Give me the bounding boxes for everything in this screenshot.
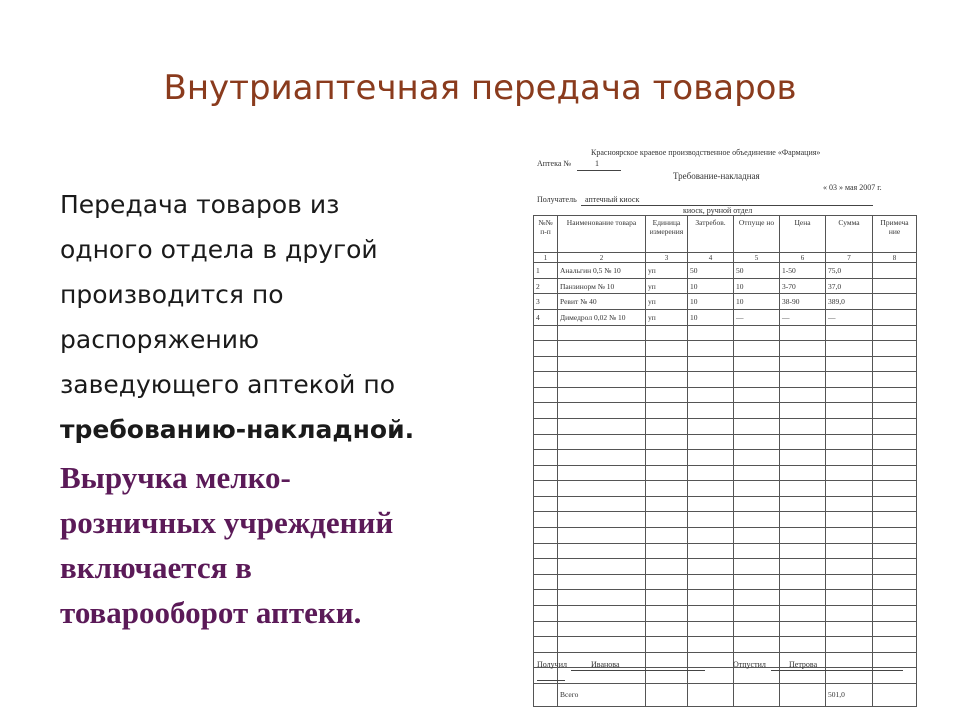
revenue-line: включается в bbox=[60, 550, 252, 585]
doc-recipient-label: Получатель bbox=[537, 195, 577, 204]
table-cell bbox=[646, 325, 688, 341]
table-cell bbox=[826, 465, 873, 481]
table-row bbox=[534, 309, 917, 325]
table-cell bbox=[534, 590, 558, 606]
table-row-empty bbox=[534, 387, 917, 403]
table-cell bbox=[534, 683, 558, 706]
body-line: Передача товаров из bbox=[60, 190, 340, 219]
table-cell bbox=[873, 356, 917, 372]
table-cell bbox=[780, 356, 826, 372]
table-cell bbox=[688, 372, 734, 388]
table-cell bbox=[780, 341, 826, 357]
table-cell bbox=[646, 403, 688, 419]
table-cell bbox=[558, 590, 646, 606]
table-cell bbox=[734, 621, 780, 637]
table-cell bbox=[734, 341, 780, 357]
table-cell bbox=[534, 450, 558, 466]
table-cell bbox=[873, 574, 917, 590]
table-cell: Единица измерения bbox=[646, 216, 688, 253]
table-row-empty bbox=[534, 590, 917, 606]
table-cell bbox=[734, 543, 780, 559]
table-cell bbox=[780, 481, 826, 497]
table-cell bbox=[826, 450, 873, 466]
table-number-row bbox=[534, 253, 917, 263]
table-cell bbox=[734, 637, 780, 653]
table-cell: Затребов. bbox=[688, 216, 734, 253]
table-cell bbox=[534, 481, 558, 497]
table-row-empty bbox=[534, 450, 917, 466]
table-cell bbox=[873, 263, 917, 279]
table-cell bbox=[826, 512, 873, 528]
table-cell bbox=[873, 294, 917, 310]
table-cell bbox=[873, 387, 917, 403]
doc-pharmacy-label: Аптека № bbox=[537, 159, 572, 168]
table-cell bbox=[646, 637, 688, 653]
table-cell bbox=[873, 341, 917, 357]
table-cell bbox=[826, 372, 873, 388]
table-cell bbox=[646, 574, 688, 590]
table-cell bbox=[646, 605, 688, 621]
table-cell bbox=[826, 341, 873, 357]
doc-org: Красноярское краевое производственное объединение «Фармация» bbox=[591, 148, 821, 157]
table-cell bbox=[826, 621, 873, 637]
table-cell bbox=[780, 683, 826, 706]
table-cell bbox=[688, 559, 734, 575]
table-cell: Примеча ние bbox=[873, 216, 917, 253]
table-row-empty bbox=[534, 325, 917, 341]
table-cell bbox=[873, 496, 917, 512]
doc-issued-name: Петрова bbox=[789, 660, 818, 669]
table-cell: 8 bbox=[873, 253, 917, 263]
table-cell bbox=[558, 356, 646, 372]
table-cell bbox=[688, 652, 734, 668]
doc-received-label: Получил bbox=[537, 660, 567, 669]
doc-issued-label: Отпустил bbox=[733, 660, 766, 669]
table-cell bbox=[688, 512, 734, 528]
table-cell bbox=[688, 481, 734, 497]
table-cell bbox=[873, 278, 917, 294]
table-cell bbox=[873, 309, 917, 325]
table-cell: 10 bbox=[734, 278, 780, 294]
table-cell bbox=[873, 621, 917, 637]
body-line: заведующего аптекой по bbox=[60, 370, 395, 399]
table-cell bbox=[688, 605, 734, 621]
table-cell bbox=[688, 637, 734, 653]
table-cell: — bbox=[780, 309, 826, 325]
doc-received-name: Иванова bbox=[591, 660, 620, 669]
table-cell bbox=[534, 341, 558, 357]
table-cell bbox=[558, 325, 646, 341]
table-cell bbox=[688, 621, 734, 637]
table-cell bbox=[826, 605, 873, 621]
table-cell bbox=[534, 372, 558, 388]
revenue-line: товарооборот аптеки. bbox=[60, 595, 362, 630]
table-cell bbox=[534, 528, 558, 544]
table-cell bbox=[826, 419, 873, 435]
table-cell bbox=[558, 543, 646, 559]
table-cell bbox=[534, 605, 558, 621]
table-cell bbox=[873, 528, 917, 544]
table-cell bbox=[688, 387, 734, 403]
table-cell bbox=[688, 574, 734, 590]
table-cell bbox=[826, 590, 873, 606]
table-cell bbox=[734, 574, 780, 590]
table-cell bbox=[873, 683, 917, 706]
table-row-empty bbox=[534, 481, 917, 497]
table-cell bbox=[534, 387, 558, 403]
table-cell bbox=[873, 637, 917, 653]
table-total-row bbox=[534, 683, 917, 706]
table-cell bbox=[780, 543, 826, 559]
table-row bbox=[534, 278, 917, 294]
table-cell bbox=[734, 605, 780, 621]
table-cell bbox=[734, 403, 780, 419]
table-cell bbox=[646, 434, 688, 450]
table-cell bbox=[734, 434, 780, 450]
table-cell bbox=[688, 496, 734, 512]
table-cell bbox=[558, 605, 646, 621]
table-cell bbox=[558, 465, 646, 481]
table-cell: 4 bbox=[688, 253, 734, 263]
table-cell bbox=[780, 637, 826, 653]
table-row-empty bbox=[534, 559, 917, 575]
table-row-empty bbox=[534, 341, 917, 357]
table-cell bbox=[558, 387, 646, 403]
table-row-empty bbox=[534, 403, 917, 419]
table-cell: уп bbox=[646, 263, 688, 279]
table-cell bbox=[688, 465, 734, 481]
table-cell bbox=[646, 590, 688, 606]
table-cell bbox=[558, 372, 646, 388]
table-cell bbox=[873, 605, 917, 621]
table-row-empty bbox=[534, 528, 917, 544]
total-label: Всего bbox=[558, 683, 646, 706]
table-row-empty bbox=[534, 637, 917, 653]
table-cell bbox=[688, 528, 734, 544]
table-cell bbox=[646, 496, 688, 512]
table-cell bbox=[688, 450, 734, 466]
table-cell bbox=[873, 481, 917, 497]
table-cell bbox=[558, 434, 646, 450]
table-cell bbox=[873, 434, 917, 450]
table-cell bbox=[534, 574, 558, 590]
table-cell: 2 bbox=[534, 278, 558, 294]
table-cell: Димедрол 0,02 № 10 bbox=[558, 309, 646, 325]
table-cell bbox=[646, 652, 688, 668]
table-cell bbox=[826, 652, 873, 668]
table-cell: 37,0 bbox=[826, 278, 873, 294]
table-cell bbox=[534, 637, 558, 653]
table-cell bbox=[558, 403, 646, 419]
table-cell bbox=[534, 465, 558, 481]
table-cell bbox=[558, 512, 646, 528]
table-cell bbox=[688, 419, 734, 435]
doc-underline bbox=[577, 170, 621, 171]
table-cell bbox=[734, 481, 780, 497]
table-cell bbox=[688, 325, 734, 341]
invoice-table bbox=[533, 215, 917, 707]
table-cell bbox=[734, 528, 780, 544]
table-cell bbox=[534, 496, 558, 512]
table-cell bbox=[534, 325, 558, 341]
table-cell bbox=[734, 590, 780, 606]
table-cell bbox=[646, 372, 688, 388]
table-cell bbox=[826, 559, 873, 575]
table-cell: 10 bbox=[688, 278, 734, 294]
table-cell: 10 bbox=[688, 294, 734, 310]
table-cell: Панзинорм № 10 bbox=[558, 278, 646, 294]
invoice-scan bbox=[533, 145, 923, 700]
doc-pharmacy-no: 1 bbox=[595, 159, 599, 168]
table-cell bbox=[826, 528, 873, 544]
table-cell: Отпуще но bbox=[734, 216, 780, 253]
table-cell bbox=[826, 481, 873, 497]
table-cell: 3 bbox=[646, 253, 688, 263]
table-cell bbox=[646, 543, 688, 559]
table-cell bbox=[734, 683, 780, 706]
revenue-line: Выручка мелко- bbox=[60, 460, 291, 495]
table-row-empty bbox=[534, 574, 917, 590]
table-row-empty bbox=[534, 419, 917, 435]
table-cell bbox=[873, 465, 917, 481]
table-cell bbox=[780, 465, 826, 481]
table-cell bbox=[646, 419, 688, 435]
table-cell: 2 bbox=[558, 253, 646, 263]
table-cell bbox=[558, 481, 646, 497]
table-cell: 4 bbox=[534, 309, 558, 325]
doc-underline bbox=[771, 670, 903, 671]
table-cell bbox=[646, 387, 688, 403]
table-row bbox=[534, 263, 917, 279]
table-cell bbox=[558, 621, 646, 637]
table-cell bbox=[873, 559, 917, 575]
body-line: одного отдела в другой bbox=[60, 235, 378, 264]
table-cell: 7 bbox=[826, 253, 873, 263]
table-cell bbox=[780, 450, 826, 466]
table-cell: — bbox=[734, 309, 780, 325]
table-cell bbox=[534, 621, 558, 637]
table-cell bbox=[826, 637, 873, 653]
table-cell bbox=[873, 512, 917, 528]
table-cell bbox=[826, 496, 873, 512]
table-cell bbox=[558, 559, 646, 575]
table-cell bbox=[558, 341, 646, 357]
table-cell bbox=[734, 325, 780, 341]
table-cell bbox=[780, 496, 826, 512]
table-cell bbox=[826, 387, 873, 403]
table-cell bbox=[534, 419, 558, 435]
table-cell bbox=[646, 528, 688, 544]
table-cell: 1-50 bbox=[780, 263, 826, 279]
table-cell: №№ п-п bbox=[534, 216, 558, 253]
table-cell: 38-90 bbox=[780, 294, 826, 310]
table-cell bbox=[558, 528, 646, 544]
table-cell bbox=[646, 341, 688, 357]
table-cell bbox=[780, 590, 826, 606]
table-cell bbox=[873, 543, 917, 559]
body-line-bold: требованию-накладной. bbox=[60, 415, 415, 444]
table-row-empty bbox=[534, 356, 917, 372]
table-cell bbox=[646, 356, 688, 372]
doc-recipient: аптечный киоск bbox=[585, 195, 640, 204]
table-cell bbox=[826, 325, 873, 341]
table-cell bbox=[873, 652, 917, 668]
table-cell: Цена bbox=[780, 216, 826, 253]
table-cell bbox=[873, 419, 917, 435]
table-cell: 6 bbox=[780, 253, 826, 263]
slide-title: Внутриаптечная передача товаров bbox=[163, 68, 797, 108]
table-row bbox=[534, 294, 917, 310]
table-cell bbox=[534, 434, 558, 450]
table-row-empty bbox=[534, 372, 917, 388]
table-cell bbox=[646, 481, 688, 497]
table-row-empty bbox=[534, 512, 917, 528]
table-cell bbox=[534, 512, 558, 528]
table-cell bbox=[734, 512, 780, 528]
table-cell bbox=[873, 372, 917, 388]
table-cell bbox=[780, 434, 826, 450]
table-cell bbox=[558, 450, 646, 466]
table-cell bbox=[826, 403, 873, 419]
table-cell: 1 bbox=[534, 263, 558, 279]
table-cell: 10 bbox=[688, 309, 734, 325]
revenue-paragraph bbox=[60, 455, 490, 635]
table-cell: уп bbox=[646, 309, 688, 325]
table-cell: 3-70 bbox=[780, 278, 826, 294]
table-cell: Ревит № 40 bbox=[558, 294, 646, 310]
table-cell bbox=[688, 403, 734, 419]
table-cell bbox=[873, 450, 917, 466]
table-row-empty bbox=[534, 496, 917, 512]
table-cell bbox=[826, 434, 873, 450]
table-row-empty bbox=[534, 621, 917, 637]
body-line: распоряжению bbox=[60, 325, 260, 354]
table-cell bbox=[780, 621, 826, 637]
table-cell bbox=[780, 574, 826, 590]
table-cell bbox=[734, 450, 780, 466]
table-row-empty bbox=[534, 605, 917, 621]
table-cell bbox=[780, 387, 826, 403]
table-cell bbox=[734, 559, 780, 575]
table-cell bbox=[826, 356, 873, 372]
table-cell bbox=[734, 387, 780, 403]
table-cell bbox=[780, 372, 826, 388]
table-cell bbox=[826, 543, 873, 559]
table-cell bbox=[734, 372, 780, 388]
table-cell bbox=[646, 559, 688, 575]
table-cell: 389,0 bbox=[826, 294, 873, 310]
table-cell: 50 bbox=[734, 263, 780, 279]
table-cell bbox=[558, 637, 646, 653]
table-cell bbox=[558, 419, 646, 435]
table-cell bbox=[688, 341, 734, 357]
table-row-empty bbox=[534, 543, 917, 559]
table-cell bbox=[534, 559, 558, 575]
table-cell bbox=[780, 528, 826, 544]
table-cell bbox=[646, 683, 688, 706]
table-cell bbox=[558, 496, 646, 512]
doc-form-title: Требование-накладная bbox=[673, 171, 760, 181]
table-cell bbox=[734, 465, 780, 481]
table-cell bbox=[780, 325, 826, 341]
table-cell bbox=[534, 356, 558, 372]
table-cell: Анальгин 0,5 № 10 bbox=[558, 263, 646, 279]
table-cell bbox=[534, 668, 558, 684]
total-value: 501,0 bbox=[826, 683, 873, 706]
table-header-row bbox=[534, 216, 917, 253]
table-cell: Наименование товара bbox=[558, 216, 646, 253]
doc-date: « 03 » мая 2007 г. bbox=[823, 183, 882, 192]
table-cell bbox=[734, 419, 780, 435]
doc-recipient-sub: киоск, ручной отдел bbox=[683, 206, 753, 215]
table-cell: уп bbox=[646, 278, 688, 294]
table-cell bbox=[534, 403, 558, 419]
table-cell bbox=[780, 605, 826, 621]
table-row-empty bbox=[534, 434, 917, 450]
table-cell: 5 bbox=[734, 253, 780, 263]
table-cell bbox=[688, 683, 734, 706]
table-cell bbox=[534, 543, 558, 559]
table-cell bbox=[780, 419, 826, 435]
table-cell bbox=[558, 574, 646, 590]
table-cell: 3 bbox=[534, 294, 558, 310]
table-cell bbox=[780, 559, 826, 575]
table-cell: уп bbox=[646, 294, 688, 310]
table-cell: 50 bbox=[688, 263, 734, 279]
table-cell bbox=[646, 621, 688, 637]
table-cell bbox=[688, 543, 734, 559]
table-cell: 10 bbox=[734, 294, 780, 310]
table-cell bbox=[646, 450, 688, 466]
table-cell bbox=[688, 356, 734, 372]
table-cell: — bbox=[826, 309, 873, 325]
doc-underline bbox=[571, 670, 705, 671]
doc-underline bbox=[537, 680, 565, 681]
table-cell: 75,0 bbox=[826, 263, 873, 279]
table-cell bbox=[873, 403, 917, 419]
table-cell bbox=[646, 465, 688, 481]
table-cell bbox=[734, 496, 780, 512]
table-row-empty bbox=[534, 465, 917, 481]
body-line: производится по bbox=[60, 280, 284, 309]
table-cell bbox=[688, 434, 734, 450]
table-cell: Сумма bbox=[826, 216, 873, 253]
table-cell bbox=[646, 512, 688, 528]
revenue-line: розничных учреждений bbox=[60, 505, 394, 540]
table-cell bbox=[780, 512, 826, 528]
table-cell bbox=[780, 403, 826, 419]
table-cell bbox=[826, 574, 873, 590]
table-cell bbox=[873, 325, 917, 341]
table-cell bbox=[688, 590, 734, 606]
body-paragraph bbox=[60, 182, 480, 452]
table-cell: 1 bbox=[534, 253, 558, 263]
table-cell bbox=[873, 590, 917, 606]
table-cell bbox=[734, 356, 780, 372]
